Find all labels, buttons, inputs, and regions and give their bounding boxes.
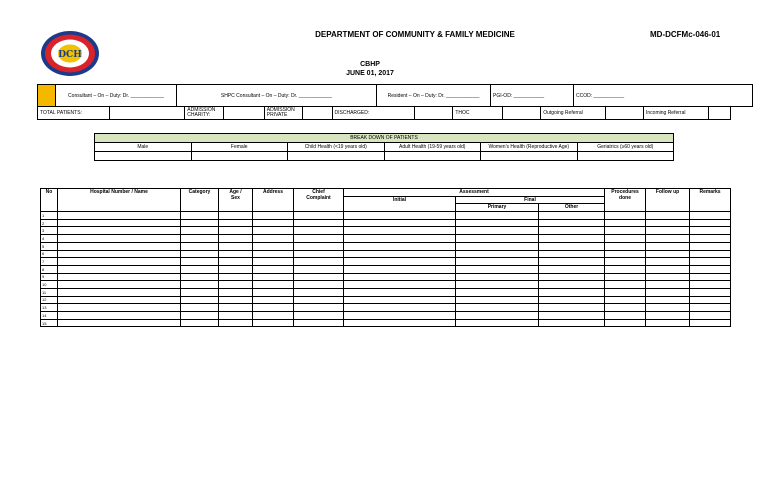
table-cell[interactable] <box>605 312 646 320</box>
col-category: Category <box>181 189 219 212</box>
table-row <box>41 219 731 227</box>
table-cell[interactable] <box>646 281 690 289</box>
admission-private-label: ADMISSION PRIVATE <box>264 107 302 120</box>
table-cell[interactable] <box>344 227 456 235</box>
table-cell[interactable] <box>253 288 294 296</box>
table-cell[interactable] <box>605 296 646 304</box>
breakdown-adult-value[interactable] <box>384 152 481 161</box>
col-procedures-done: Procedures done <box>605 189 646 212</box>
table-cell[interactable] <box>646 296 690 304</box>
col-hospital-number: Hospital Number / Name <box>58 189 181 212</box>
table-cell[interactable] <box>294 265 344 273</box>
row-number: 12 <box>41 296 58 304</box>
table-row <box>41 296 731 304</box>
table-cell[interactable] <box>456 212 539 220</box>
table-cell[interactable] <box>605 265 646 273</box>
row-number: 3 <box>41 227 58 235</box>
thoc-label: THOC <box>453 107 503 120</box>
breakdown-col-child: Child Health (<19 years old) <box>288 143 385 152</box>
table-cell[interactable] <box>58 235 181 243</box>
report-date: JUNE 01, 2017 <box>346 70 394 77</box>
table-row <box>41 235 731 243</box>
breakdown-col-male: Male <box>95 143 192 152</box>
table-cell[interactable] <box>539 288 605 296</box>
table-cell[interactable] <box>690 288 731 296</box>
table-cell[interactable] <box>294 312 344 320</box>
table-cell[interactable] <box>294 242 344 250</box>
table-cell[interactable] <box>219 273 253 281</box>
svg-text:DCH: DCH <box>58 50 82 60</box>
breakdown-col-female: Female <box>191 143 288 152</box>
table-cell[interactable] <box>219 296 253 304</box>
table-cell[interactable] <box>253 296 294 304</box>
table-cell[interactable] <box>539 227 605 235</box>
discharged-value[interactable] <box>415 107 453 120</box>
table-cell[interactable] <box>646 304 690 312</box>
table-cell[interactable] <box>181 288 219 296</box>
table-row <box>41 273 731 281</box>
row-number: 14 <box>41 312 58 320</box>
total-patients-value[interactable] <box>110 107 185 120</box>
department-seal-logo <box>40 30 100 77</box>
table-cell[interactable] <box>181 258 219 266</box>
table-cell[interactable] <box>219 312 253 320</box>
row-number: 1 <box>41 212 58 220</box>
table-cell[interactable] <box>605 219 646 227</box>
table-row <box>41 258 731 266</box>
table-cell[interactable] <box>646 312 690 320</box>
table-row <box>41 250 731 258</box>
table-cell[interactable] <box>690 250 731 258</box>
table-cell[interactable] <box>344 312 456 320</box>
table-cell[interactable] <box>456 258 539 266</box>
table-cell[interactable] <box>456 265 539 273</box>
incoming-referral-value[interactable] <box>708 107 730 120</box>
table-cell[interactable] <box>646 273 690 281</box>
row-number: 5 <box>41 242 58 250</box>
table-cell[interactable] <box>294 258 344 266</box>
table-cell[interactable] <box>58 250 181 258</box>
table-cell[interactable] <box>605 212 646 220</box>
breakdown-col-adult: Adult Health (19-59 years old) <box>384 143 481 152</box>
table-cell[interactable] <box>539 219 605 227</box>
table-cell[interactable] <box>253 312 294 320</box>
table-cell[interactable] <box>605 235 646 243</box>
admission-charity-value[interactable] <box>224 107 264 120</box>
table-cell[interactable] <box>344 273 456 281</box>
table-cell[interactable] <box>344 265 456 273</box>
table-row <box>41 319 731 327</box>
table-cell[interactable] <box>294 281 344 289</box>
table-cell[interactable] <box>456 235 539 243</box>
breakdown-women-value[interactable] <box>481 152 578 161</box>
table-cell[interactable] <box>539 319 605 327</box>
table-cell[interactable] <box>253 319 294 327</box>
table-cell[interactable] <box>181 265 219 273</box>
table-row <box>41 227 731 235</box>
table-cell[interactable] <box>344 242 456 250</box>
col-other: Other <box>539 204 605 212</box>
table-cell[interactable] <box>605 319 646 327</box>
table-cell[interactable] <box>253 273 294 281</box>
table-cell[interactable] <box>344 250 456 258</box>
table-cell[interactable] <box>539 312 605 320</box>
table-cell[interactable] <box>605 304 646 312</box>
table-cell[interactable] <box>219 265 253 273</box>
ccod-field[interactable]: CCOD: ___________ <box>574 85 753 107</box>
col-age-sex: Age / Sex <box>219 189 253 212</box>
table-cell[interactable] <box>181 235 219 243</box>
table-cell[interactable] <box>456 273 539 281</box>
table-cell[interactable] <box>294 296 344 304</box>
outgoing-referral-label: Outgoing Referral <box>541 107 606 120</box>
admission-charity-label: ADMISSION CHARITY: <box>185 107 224 120</box>
table-cell[interactable] <box>539 212 605 220</box>
table-cell[interactable] <box>690 258 731 266</box>
table-cell[interactable] <box>253 219 294 227</box>
table-cell[interactable] <box>605 281 646 289</box>
table-cell[interactable] <box>181 250 219 258</box>
table-cell[interactable] <box>539 242 605 250</box>
breakdown-col-women: Women's Health (Reproductive Age) <box>481 143 578 152</box>
table-cell[interactable] <box>646 235 690 243</box>
table-cell[interactable] <box>58 312 181 320</box>
table-cell[interactable] <box>219 304 253 312</box>
thoc-value[interactable] <box>503 107 541 120</box>
discharged-label: DISCHARGED: <box>332 107 415 120</box>
table-cell[interactable] <box>690 235 731 243</box>
table-cell[interactable] <box>58 304 181 312</box>
table-cell[interactable] <box>456 219 539 227</box>
table-cell[interactable] <box>456 288 539 296</box>
table-cell[interactable] <box>539 296 605 304</box>
breakdown-female-value[interactable] <box>191 152 288 161</box>
table-cell[interactable] <box>294 227 344 235</box>
table-cell[interactable] <box>456 281 539 289</box>
table-cell[interactable] <box>219 227 253 235</box>
table-cell[interactable] <box>344 212 456 220</box>
table-cell[interactable] <box>690 265 731 273</box>
shpc-consultant-on-duty[interactable]: SHPC Consultant – On – Duty: Dr. ____________ <box>177 85 377 107</box>
col-initial: Initial <box>344 196 456 211</box>
row-number: 10 <box>41 281 58 289</box>
patient-log-table <box>40 188 731 327</box>
table-cell[interactable] <box>219 235 253 243</box>
total-patients-label: TOTAL PATIENTS: <box>38 107 110 120</box>
table-cell[interactable] <box>181 304 219 312</box>
table-cell[interactable] <box>646 265 690 273</box>
table-cell[interactable] <box>539 281 605 289</box>
resident-on-duty[interactable]: Resident – On – Duty: Dr. ____________ <box>377 85 491 107</box>
table-cell[interactable] <box>253 265 294 273</box>
table-cell[interactable] <box>605 242 646 250</box>
table-cell[interactable] <box>344 258 456 266</box>
row-number: 11 <box>41 288 58 296</box>
table-cell[interactable] <box>219 219 253 227</box>
table-cell[interactable] <box>253 235 294 243</box>
table-cell[interactable] <box>294 212 344 220</box>
row-number: 7 <box>41 258 58 266</box>
table-cell[interactable] <box>58 273 181 281</box>
table-cell[interactable] <box>253 258 294 266</box>
table-cell[interactable] <box>605 227 646 235</box>
table-cell[interactable] <box>690 296 731 304</box>
table-cell[interactable] <box>690 312 731 320</box>
table-row <box>41 288 731 296</box>
table-cell[interactable] <box>294 219 344 227</box>
table-cell[interactable] <box>253 281 294 289</box>
table-cell[interactable] <box>58 227 181 235</box>
table-cell[interactable] <box>181 281 219 289</box>
table-cell[interactable] <box>294 319 344 327</box>
table-cell[interactable] <box>58 212 181 220</box>
table-cell[interactable] <box>294 273 344 281</box>
col-address: Address <box>253 189 294 212</box>
table-cell[interactable] <box>219 258 253 266</box>
table-cell[interactable] <box>344 288 456 296</box>
duty-table <box>37 84 753 107</box>
table-cell[interactable] <box>181 242 219 250</box>
table-row <box>41 304 731 312</box>
table-cell[interactable] <box>605 250 646 258</box>
table-cell[interactable] <box>344 219 456 227</box>
breakdown-child-value[interactable] <box>288 152 385 161</box>
table-cell[interactable] <box>181 319 219 327</box>
incoming-referral-label: Incoming Referral <box>644 107 709 120</box>
table-cell[interactable] <box>646 242 690 250</box>
table-cell[interactable] <box>181 219 219 227</box>
row-number: 15 <box>41 319 58 327</box>
table-cell[interactable] <box>58 281 181 289</box>
table-cell[interactable] <box>253 227 294 235</box>
table-cell[interactable] <box>219 212 253 220</box>
table-cell[interactable] <box>456 296 539 304</box>
row-number: 6 <box>41 250 58 258</box>
table-cell[interactable] <box>690 219 731 227</box>
table-cell[interactable] <box>58 219 181 227</box>
breakdown-male-value[interactable] <box>95 152 192 161</box>
totals-table <box>37 106 731 120</box>
table-cell[interactable] <box>344 319 456 327</box>
table-cell[interactable] <box>456 250 539 258</box>
table-cell[interactable] <box>219 319 253 327</box>
table-cell[interactable] <box>58 258 181 266</box>
col-chief-complaint: Chief Complaint <box>294 189 344 212</box>
form-code: MD-DCFMc-046-01 <box>650 30 721 39</box>
table-cell[interactable] <box>456 242 539 250</box>
table-cell[interactable] <box>58 319 181 327</box>
table-cell[interactable] <box>181 212 219 220</box>
table-cell[interactable] <box>690 227 731 235</box>
table-cell[interactable] <box>605 258 646 266</box>
table-cell[interactable] <box>646 227 690 235</box>
table-cell[interactable] <box>646 212 690 220</box>
row-number: 8 <box>41 265 58 273</box>
program-name: CBHP <box>360 61 380 68</box>
table-cell[interactable] <box>219 242 253 250</box>
highlight-cell <box>38 85 56 107</box>
table-cell[interactable] <box>253 212 294 220</box>
department-title: DEPARTMENT OF COMMUNITY & FAMILY MEDICINE <box>315 30 515 39</box>
table-cell[interactable] <box>181 273 219 281</box>
table-cell[interactable] <box>58 288 181 296</box>
table-cell[interactable] <box>456 227 539 235</box>
table-cell[interactable] <box>690 242 731 250</box>
table-cell[interactable] <box>646 258 690 266</box>
table-cell[interactable] <box>294 235 344 243</box>
table-cell[interactable] <box>539 250 605 258</box>
table-cell[interactable] <box>253 304 294 312</box>
col-primary: Primary <box>456 204 539 212</box>
row-number: 4 <box>41 235 58 243</box>
table-cell[interactable] <box>456 319 539 327</box>
table-cell[interactable] <box>344 281 456 289</box>
table-cell[interactable] <box>456 312 539 320</box>
table-cell[interactable] <box>181 227 219 235</box>
col-final: Final <box>456 196 605 204</box>
table-cell[interactable] <box>690 281 731 289</box>
table-cell[interactable] <box>690 212 731 220</box>
breakdown-geriatrics-value[interactable] <box>577 152 674 161</box>
table-cell[interactable] <box>58 296 181 304</box>
table-cell[interactable] <box>344 296 456 304</box>
table-cell[interactable] <box>539 304 605 312</box>
table-cell[interactable] <box>219 288 253 296</box>
breakdown-col-geriatrics: Geriatrics (≥60 years old) <box>577 143 674 152</box>
table-cell[interactable] <box>344 304 456 312</box>
table-cell[interactable] <box>690 273 731 281</box>
table-cell[interactable] <box>181 296 219 304</box>
table-cell[interactable] <box>646 219 690 227</box>
table-cell[interactable] <box>539 235 605 243</box>
table-cell[interactable] <box>58 265 181 273</box>
table-row <box>41 265 731 273</box>
col-follow-up: Follow up <box>646 189 690 212</box>
table-cell[interactable] <box>539 258 605 266</box>
table-cell[interactable] <box>646 250 690 258</box>
table-cell[interactable] <box>456 304 539 312</box>
table-cell[interactable] <box>219 250 253 258</box>
table-cell[interactable] <box>58 242 181 250</box>
table-cell[interactable] <box>605 273 646 281</box>
table-cell[interactable] <box>605 288 646 296</box>
table-cell[interactable] <box>690 319 731 327</box>
consultant-on-duty[interactable]: Consultant – On – Duty: Dr. ____________ <box>56 85 177 107</box>
col-assessment: Assessment <box>344 189 605 197</box>
table-cell[interactable] <box>539 265 605 273</box>
pgi-od-field[interactable]: PGI-OD: ___________ <box>491 85 574 107</box>
col-remarks: Remarks <box>690 189 731 212</box>
breakdown-table <box>94 133 674 161</box>
table-row <box>41 242 731 250</box>
row-number: 13 <box>41 304 58 312</box>
table-cell[interactable] <box>690 304 731 312</box>
table-cell[interactable] <box>646 288 690 296</box>
table-cell[interactable] <box>253 250 294 258</box>
table-cell[interactable] <box>294 304 344 312</box>
table-cell[interactable] <box>253 242 294 250</box>
row-number: 2 <box>41 219 58 227</box>
table-cell[interactable] <box>294 250 344 258</box>
table-cell[interactable] <box>181 312 219 320</box>
table-cell[interactable] <box>219 281 253 289</box>
table-row <box>41 281 731 289</box>
table-row <box>41 212 731 220</box>
table-cell[interactable] <box>539 273 605 281</box>
col-no: No <box>41 189 58 212</box>
table-cell[interactable] <box>344 235 456 243</box>
table-cell[interactable] <box>294 288 344 296</box>
outgoing-referral-value[interactable] <box>605 107 643 120</box>
table-row <box>41 312 731 320</box>
row-number: 9 <box>41 273 58 281</box>
admission-private-value[interactable] <box>302 107 332 120</box>
table-cell[interactable] <box>646 319 690 327</box>
breakdown-title: BREAK DOWN OF PATIENTS <box>95 134 674 143</box>
